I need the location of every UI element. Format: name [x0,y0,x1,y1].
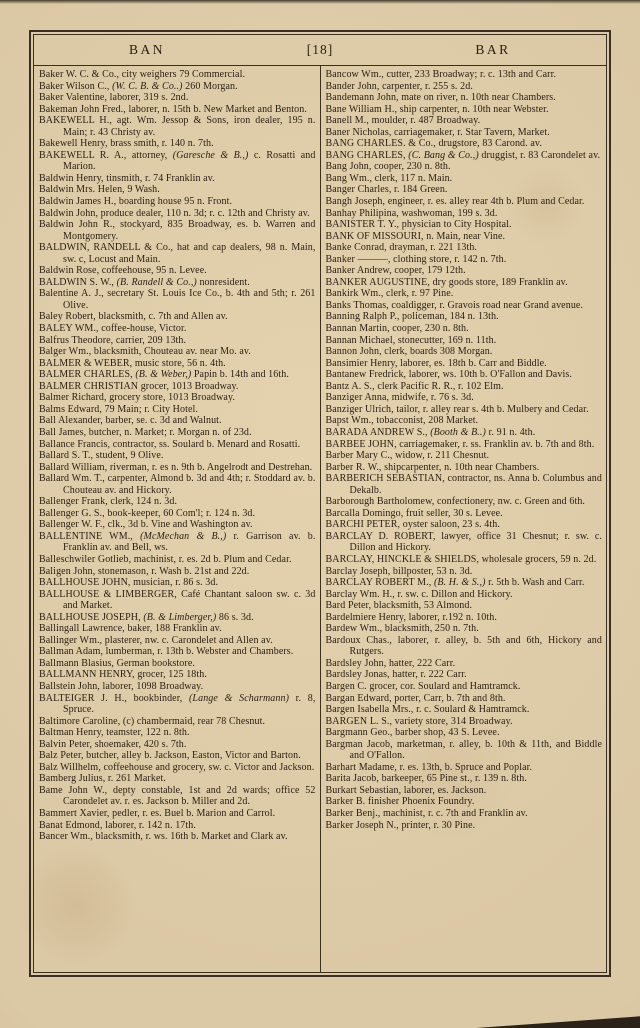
directory-entry: BALMER CHRISTIAN grocer, 1013 Broadway. [39,380,239,392]
directory-entry: Ballmann Blasius, German bookstore. [39,657,195,669]
directory-entry: Bang Wm., clerk, 117 n. Main. [325,172,453,184]
directory-entry: Banker ———, clothing store, r. 142 n. 7th. [325,253,507,265]
directory-entry: Banker Andrew, cooper, 179 12th. [325,265,466,277]
directory-entry: Barker B. finisher Phoenix Foundry. [325,796,475,808]
directory-entry: Ballenger Frank, clerk, 124 n. 3d. [39,496,178,508]
directory-entry: BALDWIN S. W., (B. Randell & Co.,) nonresident. [39,276,250,288]
directory-entry: Balms Edward, 79 Main; r. City Hotel. [39,403,198,415]
directory-entry: Banziger Anna, midwife, r. 76 s. 3d. [325,392,474,404]
directory-entry: Ballard S. T., student, 9 Olive. [39,450,164,462]
directory-entry: BANKER AUGUSTINE, dry goods store, 189 Franklin av. [325,276,568,288]
directory-entry: Balz Peter, butcher, alley b. Jackson, Easton, Victor and Barton. [39,750,301,762]
directory-entry: Banning Ralph P., policeman, 184 n. 13th. [325,311,499,323]
directory-entry: Bannan Martin, cooper, 230 n. 8th. [325,323,469,335]
directory-entry: Baldwin John R., stockyard, 835 Broadway, es. b. Warren and Montgomery. [39,219,316,242]
header-right-guide-word: BAR [475,42,511,57]
directory-entry: Ballinger Wm., plasterer, nw. c. Carondelet and Allen av. [39,634,273,646]
directory-entry: Baldwin Henry, tinsmith, r. 74 Franklin av. [39,172,215,184]
directory-entry: BARCHI PETER, oyster saloon, 23 s. 4th. [325,519,500,531]
directory-entry: Baker W. C. & Co., city weighers 79 Commercial. [39,69,246,80]
page-number: [18] [306,42,334,57]
directory-entry: Barcalla Domingo, fruit seller, 30 s. Levee. [325,507,503,519]
directory-entry: Barclay Joseph, billposter, 53 n. 3d. [325,565,473,577]
directory-entry: Baldwin Rose, coffeehouse, 95 n. Levee. [39,265,207,277]
directory-entry: Barhart Madame, r. es. 13th, b. Spruce and Poplar. [325,761,533,773]
directory-entry: Bargan Edward, porter, Carr, b. 7th and 8th. [325,692,506,704]
directory-entry: Banke Conrad, drayman, r. 221 13th. [325,242,478,254]
directory-entry: Balfrus Theodore, carrier, 209 13th. [39,334,187,346]
directory-entry: Banell M., moulder, r. 487 Broadway. [325,115,481,127]
directory-entry: Burkart Sebastian, laborer, es. Jackson. [325,784,487,796]
directory-entry: Baldwin James H., boarding house 95 n. Front. [39,196,233,208]
directory-entry: Bardsley John, hatter, 222 Carr. [325,657,456,669]
running-header [34,35,606,66]
directory-entry: BANG CHARLES, (C. Bang & Co.,) druggist, r. 83 Carondelet av. [325,149,601,161]
left-column [34,66,321,972]
directory-entry: Baley Robert, blacksmith, c. 7th and Allen av. [39,311,228,323]
directory-entry: Banger Charles, r. 184 Green. [325,184,448,196]
directory-entry: Balentine A. J., secretary St. Louis Ice Co., b. 4th and 5th; r. 261 Olive. [39,288,316,311]
directory-entry: Bakeman John Fred., laborer, n. 15th b. New Market and Benton. [39,103,307,115]
directory-entry: Bame John W., depty constable, 1st and 2d wards; office 52 Carondelet av. r. es. Jackson b. Miller and 2d. [39,784,316,808]
directory-entry: Banat Edmond, laborer, r. 142 n. 17th. [39,819,196,831]
directory-entry: Ballard William, riverman, r. es n. 9th b. Angelrodt and Destrehan. [39,461,313,473]
directory-entry: Bangh Joseph, engineer, r. es. alley rear 4th b. Plum and Cedar. [325,196,585,208]
directory-entry: Baltman Henry, teamster, 122 n. 8th. [39,727,190,739]
directory-entry: BARCLAY, HINCKLE & SHIELDS, wholesale grocers, 59 n. 2d. [325,553,597,565]
directory-entry: Balvin Peter, shoemaker, 420 s. 7th. [39,738,187,750]
directory-entry: Baner Nicholas, carriagemaker, r. Star Tavern, Market. [325,126,550,138]
directory-entry: BAKEWELL H., agt. Wm. Jessop & Sons, iron dealer, 195 n. Main; r. 43 Christy av. [39,115,316,138]
directory-entry: BAKEWELL R. A., attorney, (Garesche & B.,) c. Rosatti and Marion. [39,149,316,173]
directory-entry: BANISTER T. Y., physician to City Hospital. [325,219,512,231]
directory-entry: Balleschwiler Gotlieb, machinist, r. es. 2d b. Plum and Cedar. [39,553,292,565]
directory-entry: Bapst Wm., tobacconist, 208 Market. [325,415,479,427]
directory-entry: Bargen Isabella Mrs., r. c. Soulard & Hamtramck. [325,704,530,716]
directory-entry: BALTEIGER J. H., bookbinder, (Lange & Scharmann) r. 8, Spruce. [39,692,316,716]
directory-entry: BALLENTINE WM., (McMechan & B.,) r. Garrison av. b. Franklin av. and Bell, ws. [39,530,316,554]
directory-entry: Baker Wilson C., (W. C. B. & Co..) 260 Morgan. [39,80,238,92]
directory-entry: Barber R. W., shipcarpenter, n. 10th near Chambers. [325,461,540,473]
directory-entry: Bargman Jacob, marketman, r. alley, b. 10th & 11th, and Biddle and O'Fallon. [325,738,602,762]
directory-entry: Baker Valentine, laborer, 319 s. 2nd. [39,92,189,104]
directory-entry: Bankirk Wm., clerk, r. 97 Pine. [325,288,454,300]
directory-entry: BALLMANN HENRY, grocer, 125 18th. [39,669,207,681]
directory-entry: Banziger Ulrich, tailor, r. alley rear s. 4th b. Mulbery and Cedar. [325,403,589,415]
directory-entry: Bander John, carpenter, r. 255 s. 2d. [325,80,473,92]
directory-entry: BARADA ANDREW S., (Booth & B..) r. 91 n. 4th. [325,426,536,438]
directory-entry: Bard Peter, blacksmith, 53 Almond. [325,600,473,612]
directory-entry: Barker Benj., machinist, r. c. 7th and Franklin av. [325,808,528,819]
directory-entry: Balmer Richard, grocery store, 1013 Broadway. [39,392,236,404]
directory-entry: Bammert Xavier, pedler, r. es. Buel b. Marion and Carrol. [39,808,276,819]
directory-entry: Bantz A. S., clerk Pacific R. R., r. 102 Elm. [325,380,504,392]
directory-entry: Ballenger W. F., clk., 3d b. Vine and Washington av. [39,519,253,531]
directory-entry: Banhay Philipina, washwoman, 199 s. 3d. [325,207,498,219]
directory-entry: Bargen C. grocer, cor. Soulard and Hamtramck. [325,680,521,692]
directory-entry: Bancer Wm., blacksmith, r. ws. 16th b. Market and Clark av. [39,831,288,843]
directory-entry: Ballard Wm. T., carpenter, Almond b. 3d and 4th; r. Stoddard av. b. Chouteau av. and Hickory. [39,473,316,496]
scan-top-edge-shadow [0,0,640,4]
directory-entry: Bannon John, clerk, boards 308 Morgan. [325,346,493,358]
directory-columns [34,66,606,972]
directory-entry: BALMER CHARLES, (B. & Weber,) Papin b. 14th and 16th. [39,369,289,381]
directory-entry: Barker Joseph N., printer, r. 30 Pine. [325,819,476,831]
directory-entry: BARCLAY ROBERT M., (B. H. & S.,) r. 5th b. Wash and Carr. [325,577,585,589]
directory-entry: BANK OF MISSOURI, n. Main, near Vine. [325,230,506,242]
directory-entry: Balger Wm., blacksmith, Chouteau av. near Mo. av. [39,346,251,358]
directory-entry: Baligen John, stonemason, r. Wash b. 21st and 22d. [39,565,250,577]
directory-entry: BARGEN L. S., variety store, 314 Broadway. [325,715,513,727]
directory-entry: Bancow Wm., cutter, 233 Broadway; r. c. 13th and Carr. [325,69,557,80]
directory-entry: Ballingall Lawrence, baker, 188 Franklin av. [39,623,222,635]
directory-entry: BALLHOUSE & LIMBERGER, Café Chantant saloon sw. c. 3d and Market. [39,588,316,612]
directory-entry: Ball James, butcher, n. Market; r. Morgan n. of 23d. [39,426,252,438]
directory-entry: BARBERICH SEBASTIAN, contractor, ns. Anna b. Columbus and Dekalb. [325,473,602,496]
page-border-inner [33,34,607,973]
directory-entry: Barita Jacob, barkeeper, 65 Pine st., r. 139 n. 8th. [325,773,527,785]
directory-entry: Bang John, cooper, 230 n. 8th. [325,161,451,173]
directory-entry: Bansimier Henry, laborer, es. 18th b. Carr and Biddle. [325,357,547,369]
directory-entry: Barber Mary C., widow, r. 211 Chesnut. [325,450,490,462]
book-edge-shadow [440,1010,640,1028]
directory-entry: Ballance Francis, contractor, ss. Soulard b. Menard and Rosatti. [39,438,301,450]
directory-entry: Bargmann Geo., barber shop, 43 S. Levee. [325,727,500,739]
directory-entry: Bardew Wm., blacksmith, 250 n. 7th. [325,623,479,635]
directory-entry: Ballman Adam, lumberman, r. 13th b. Webster and Chambers. [39,646,294,658]
directory-entry: Bardsley Jonas, hatter, r. 222 Carr. [325,669,467,681]
directory-entry: BANG CHARLES. & Co., drugstore, 83 Carond. av. [325,138,542,150]
directory-entry: BARBEE JOHN, carriagemaker, r. ss. Franklin av. b. 7th and 8th. [325,438,595,450]
directory-entry: Baldwin John, produce dealer, 110 n. 3d; r. c. 12th and Christy av. [39,207,310,219]
directory-entry: BALEY WM., coffee-house, Victor. [39,323,187,335]
directory-entry: Balz Willhelm, coffeehouse and grocery, sw. c. Victor and Jackson. [39,761,315,773]
directory-entry: Ballenger G. S., book-keeper, 60 Com'l; r. 124 n. 3d. [39,507,256,519]
directory-entry: BARCLAY D. ROBERT, lawyer, office 31 Chesnut; r. sw. c. Dillon and Hickory. [325,530,602,554]
directory-entry: Bane William H., ship carpenter, n. 10th near Webster. [325,103,549,115]
directory-entry: Ball Alexander, barber, se. c. 3d and Walnut. [39,415,222,427]
directory-entry: Bardelmiere Henry, laborer, r.192 n. 10th. [325,611,497,623]
directory-entry: BALMER & WEBER, music store, 56 n. 4th. [39,357,226,369]
directory-entry: Barclay Wm. H., r. sw. c. Dillon and Hickory. [325,588,513,600]
directory-entry: Bakewell Henry, brass smith, r. 140 n. 7th. [39,138,214,150]
directory-entry: Bannan Michael, stonecutter, 169 n. 11th. [325,334,497,346]
header-left-guide-word: BAN [128,42,165,57]
directory-entry: Banks Thomas, coaldigger, r. Gravois road near Grand avenue. [325,299,584,311]
directory-entry: Bamberg Julius, r. 261 Market. [39,773,166,785]
directory-entry: BALDWIN, RANDELL & Co., hat and cap dealers, 98 n. Main, sw. c, Locust and Main. [39,242,316,265]
directory-entry: Bandemann John, mate on river, n. 10th near Chambers. [325,92,556,104]
directory-entry: Bardoux Chas., laborer, r. alley, b. 5th and 6th, Hickory and Rutgers. [325,634,602,658]
directory-entry: Barborough Bartholomew, confectionery, nw. c. Green and 6th. [325,496,586,508]
directory-entry: Baldwin Mrs. Helen, 9 Wash. [39,184,160,196]
right-column [321,66,607,972]
directory-entry: BALLHOUSE JOSEPH, (B. & Limberger,) 86 s. 3d. [39,611,254,623]
directory-entry: Baltimore Caroline, (c) chambermaid, rear 78 Chesnut. [39,715,266,727]
directory-entry: Ballstein John, laborer, 1098 Broadway. [39,680,204,692]
directory-entry: BALLHOUSE JOHN, musician, r. 86 s. 3d. [39,577,219,589]
directory-entry: Bantanew Fredrick, laborer, ws. 10th b. O'Fallon and Davis. [325,369,572,381]
directory-page [29,30,611,977]
